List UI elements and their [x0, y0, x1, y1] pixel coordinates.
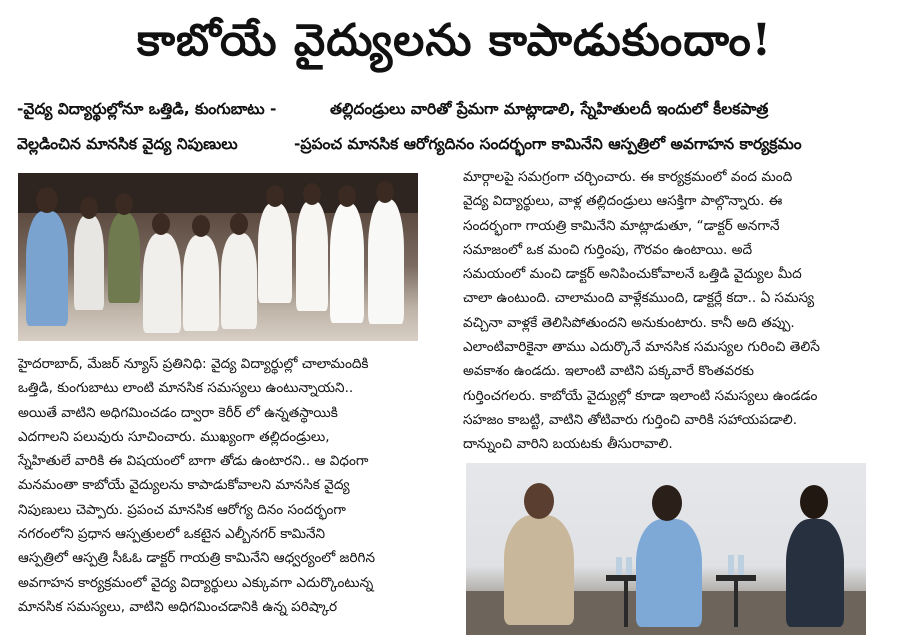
- right-line: సహజం కాబట్టి, వాటిని తోటివారు గుర్తించి వారికి సహాయపడాలి.: [463, 411, 798, 428]
- left-line: మానసిక సమస్యలు, వాటిని అధిగమించడానికి ఉన్న పరిష్కార: [18, 598, 338, 615]
- right-line: గుర్తించగలరు. కాబోయే వైద్యుల్లో కూడా ఇలాంటి సమస్యలు ఉండడం: [463, 387, 818, 404]
- right-line: సమాజంలో ఒక మంచి గుర్తింపు, గౌరవం ఉంటాయి. అదే: [463, 241, 753, 258]
- right-line: మార్గాలపై సమగ్రంగా చర్చించారు. ఈ కార్యక్రమంలో వంద మంది: [463, 169, 793, 185]
- left-line: అయితే వాటిని అధిగమించడం ద్వారా కెరీర్ లో ఉన్నతస్థాయికి: [18, 404, 338, 421]
- left-line: ఆస్పత్రిలో ఆస్పత్రి సీఓఓ డాక్టర్ గాయత్రి కామినేని ఆధ్వర్యంలో జరిగిన: [18, 550, 376, 567]
- right-line: సందర్భంగా గాయత్రి కామినేని మాట్లాడుతూ, “డాక్టర్ అనగానే: [463, 217, 780, 234]
- subhead-2-right: -ప్రపంచ మానసిక ఆరోగ్యదినం సందర్భంగా కామినేని ఆస్పత్రిలో అవగాహన కార్యక్రమం: [294, 135, 802, 153]
- right-line: సమయంలో మంచి డాక్టర్ అనిపించుకోవాలనే ఒత్తిడి వైద్యుల మీద: [463, 266, 802, 283]
- right-column: [463, 165, 895, 457]
- subhead-1-left: -వైద్య విద్యార్థుల్లోనూ ఒత్తిడి, కుంగుబాటు -: [17, 100, 277, 118]
- subhead-1-right: తల్లిదండ్రులు వారితో ప్రేమగా మాట్లాడాలి, స్నేహితులదీ ఇందులో కీలకపాత్ర: [330, 100, 769, 118]
- left-line: హైదరాబాద్, మేజర్ న్యూస్ ప్రతినిధి: వైద్య విద్యార్థుల్లో చాలామందికి: [18, 356, 369, 372]
- left-line: మనమంతా కాబోయే వైద్యులను కాపాడుకోవాలని మానసిక వైద్య: [18, 477, 350, 494]
- right-line: వైద్య విద్యార్థులు, వాళ్ల తల్లిదండ్రులు ఆసక్తిగా పాల్గొన్నారు. ఈ: [463, 193, 783, 210]
- left-line: ఎదగాలని పలువురు సూచించారు. ముఖ్యంగా తల్లిదండ్రులు,: [18, 428, 330, 445]
- left-line: నగరంలోని ప్రధాన ఆస్పత్రులలో ఒకటైన ఎల్బీనగర్ కామినేని: [18, 526, 326, 543]
- right-line: ఎలాంటివారికైనా తాము ఎదుర్కొనే మానసిక సమస్యల గురించి తెలిసే: [463, 339, 820, 356]
- right-line: అవకాశం ఉండదు. ఇలాంటి వాటిని పక్కవారే కొంతవరకు: [463, 363, 754, 380]
- left-column: [18, 352, 438, 619]
- left-line: అవగాహన కార్యక్రమంలో వైద్య విద్యార్థులు ఎక్కువగా ఎదుర్కొంటున్న: [18, 574, 374, 591]
- right-line: చాలా ఉంటుంది. చాలామంది వాళ్లేకముంది, డాక్టర్లే కదా.. ఏ సమస్య: [463, 290, 815, 307]
- left-line: ఒత్తిడి, కుంగుబాటు లాంటి మానసిక సమస్యలు ఉంటున్నాయని..: [18, 380, 354, 397]
- right-line: వచ్చినా వాళ్లకే తెలిసిపోతుందని అనుకుంటారు. కానీ అది తప్పు.: [463, 314, 795, 331]
- left-line: నిపుణులు చెప్పారు. ప్రపంచ మానసిక ఆరోగ్య దినం సందర్భంగా: [18, 501, 346, 518]
- left-line: స్నేహితులే వారికి ఈ విషయంలో బాగా తోడు ఉంటారని.. ఆ విధంగా: [18, 453, 369, 470]
- subhead-2-left: వెల్లడించిన మానసిక వైద్య నిపుణులు: [17, 135, 238, 153]
- group-photo: [18, 173, 418, 341]
- right-line: దాన్నుంచి వారిని బయటకు తీసురావాలి.: [463, 436, 673, 453]
- headline: కాబోయే వైద్యులను కాపాడుకుందాం!: [136, 15, 773, 66]
- panel-photo: [466, 463, 866, 635]
